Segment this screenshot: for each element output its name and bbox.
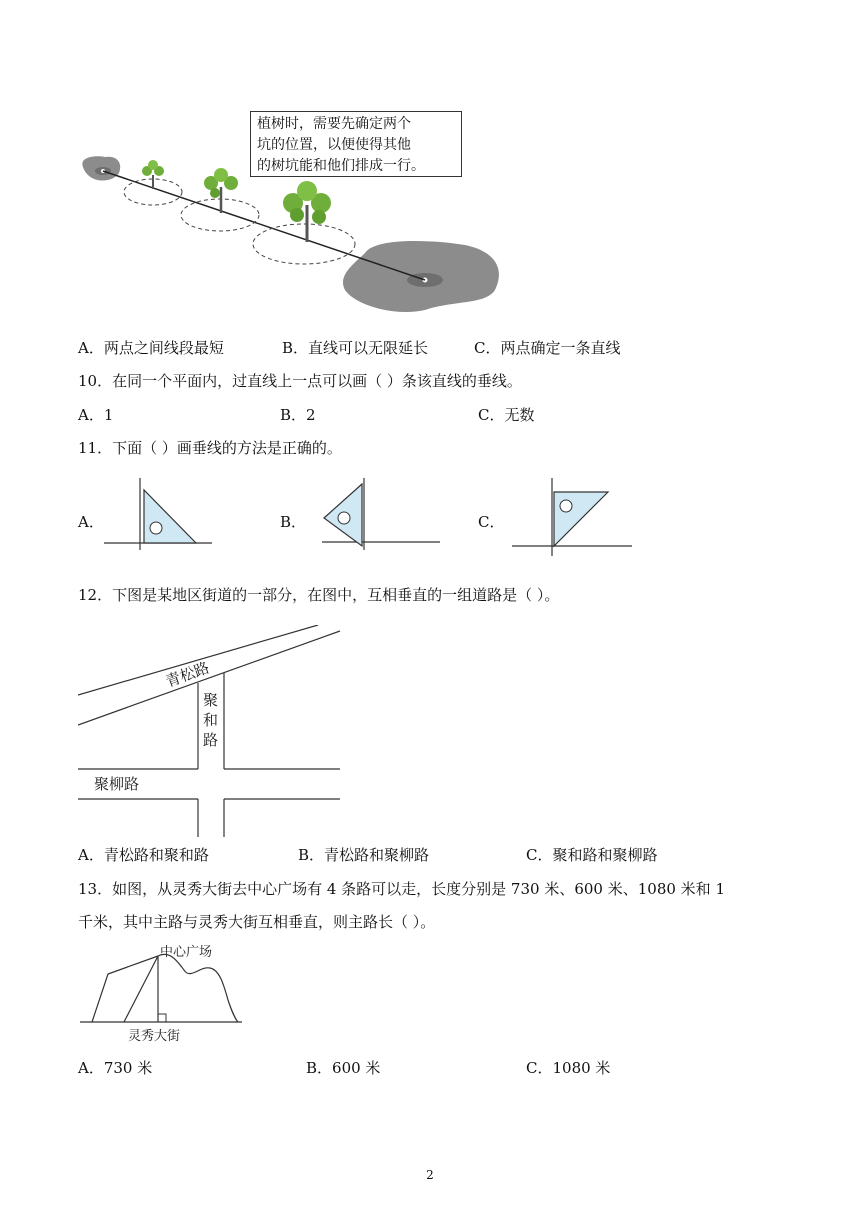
q11-stem: 11．下面（ ）画垂线的方法是正确的。 bbox=[78, 439, 342, 457]
q11-option-b: B． bbox=[280, 513, 307, 531]
q11-figure-b bbox=[318, 478, 444, 550]
q12-option-c: C．聚和路和聚柳路 bbox=[526, 846, 658, 864]
q12-option-a: A．青松路和聚和路 bbox=[78, 846, 209, 864]
callout-line: 植树时，需要先确定两个 bbox=[257, 116, 411, 132]
q12-stem: 12．下图是某地区街道的一部分，在图中，互相垂直的一组道路是（ ）。 bbox=[78, 586, 560, 604]
q9-option-c: C．两点确定一条直线 bbox=[474, 339, 621, 357]
q13-stem-line-2: 千米，其中主路与灵秀大街互相垂直，则主路长（ ）。 bbox=[78, 913, 436, 931]
q13-route-diagram bbox=[78, 940, 246, 1048]
page-number: 2 bbox=[426, 1168, 434, 1182]
q10-option-a: A．1 bbox=[78, 406, 114, 424]
q9-callout-box bbox=[250, 111, 462, 177]
q11-figure-a bbox=[104, 478, 216, 550]
road-label-juhe: 聚 bbox=[203, 691, 219, 709]
q10-stem: 10．在同一个平面内，过直线上一点可以画（ ）条该直线的垂线。 bbox=[78, 372, 522, 390]
road-label-juliu: 聚柳路 bbox=[94, 775, 140, 793]
q13-option-c: C．1080 米 bbox=[526, 1059, 611, 1077]
q12-option-b: B．青松路和聚柳路 bbox=[298, 846, 430, 864]
road-label-juhe: 和 bbox=[203, 711, 219, 729]
q13-stem-line-1: 13．如图，从灵秀大街去中心广场有 4 条路可以走，长度分别是 730 米、600 米、1080 米和 1 bbox=[78, 880, 725, 898]
label-center-square: 中心广场 bbox=[160, 945, 213, 960]
callout-line: 坑的位置，以便使得其他 bbox=[257, 137, 411, 153]
label-lingxiu-street: 灵秀大街 bbox=[128, 1029, 181, 1044]
q11-option-c: C． bbox=[478, 513, 505, 531]
q9-option-a: A．两点之间线段最短 bbox=[78, 339, 224, 357]
road-label-juhe: 路 bbox=[203, 731, 219, 749]
q10-option-b: B．2 bbox=[280, 406, 316, 424]
q11-option-a: A． bbox=[78, 513, 104, 531]
q12-street-map bbox=[78, 625, 344, 837]
callout-line: 的树坑能和他们排成一行。 bbox=[257, 158, 425, 174]
q9-option-b: B．直线可以无限延长 bbox=[282, 339, 429, 357]
road-label-qingsong: 青松路 bbox=[163, 658, 212, 691]
q10-option-c: C．无数 bbox=[478, 406, 535, 424]
q13-option-b: B．600 米 bbox=[306, 1059, 381, 1077]
q11-figure-c bbox=[510, 478, 634, 558]
q13-option-a: A．730 米 bbox=[78, 1059, 153, 1077]
